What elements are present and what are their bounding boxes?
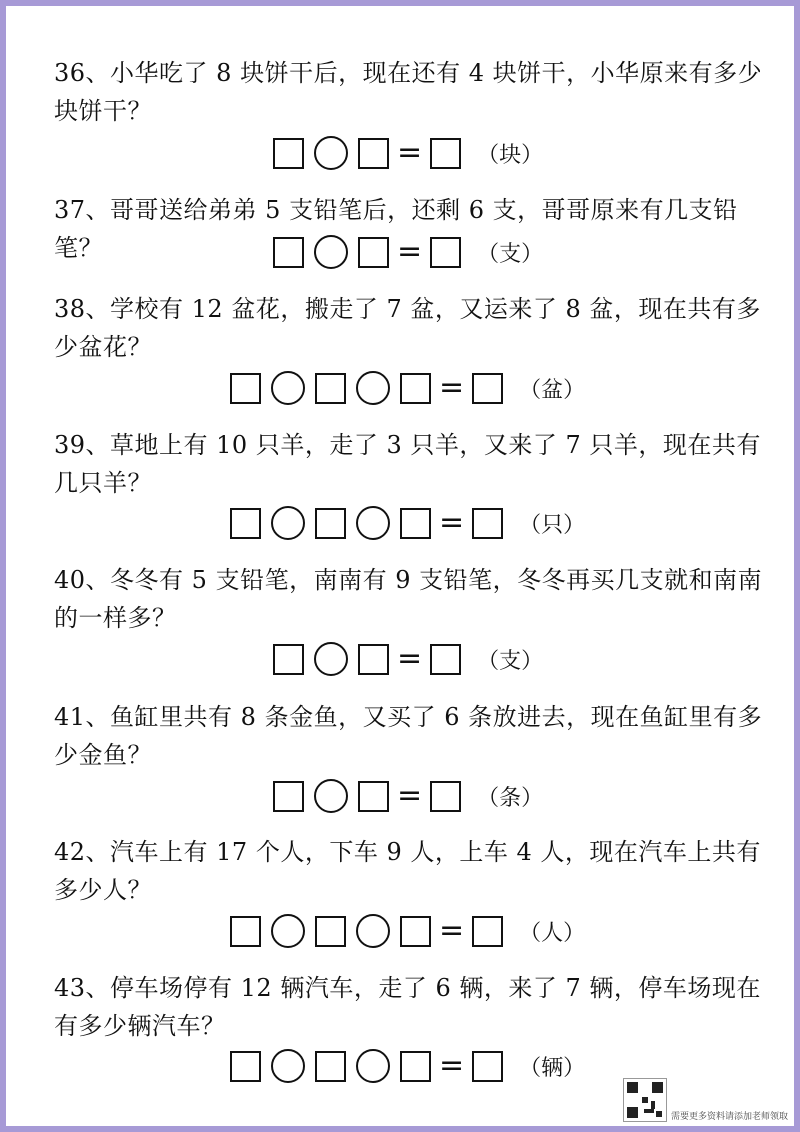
equation-row (230, 1046, 585, 1086)
equation-row (230, 503, 585, 543)
answer-box[interactable] (230, 373, 261, 404)
qr-code-icon[interactable] (623, 1078, 667, 1122)
answer-box[interactable] (315, 916, 346, 947)
equals-sign: = (397, 135, 423, 170)
answer-box[interactable] (430, 781, 461, 812)
problem-40 (54, 561, 764, 637)
answer-box[interactable] (430, 138, 461, 169)
equation-row (273, 232, 543, 272)
equals-sign: = (397, 778, 423, 813)
answer-box[interactable] (315, 1051, 346, 1082)
operator-circle[interactable] (314, 235, 348, 269)
answer-box[interactable] (230, 508, 261, 539)
equals-sign: = (439, 913, 465, 948)
question-text: 38、学校有 12 盆花，搬走了 7 盆，又运来了 8 盆，现在共有多少盆花？ (54, 295, 761, 361)
answer-box[interactable] (472, 508, 503, 539)
unit-label: （支） (477, 241, 544, 267)
answer-box[interactable] (472, 373, 503, 404)
answer-box[interactable] (400, 508, 431, 539)
equals-sign: = (439, 1048, 465, 1083)
equation-row (230, 911, 585, 951)
question-text: 39、草地上有 10 只羊，走了 3 只羊，又来了 7 只羊，现在共有几只羊？ (54, 431, 761, 497)
equals-sign: = (439, 505, 465, 540)
problem-41 (54, 698, 764, 774)
answer-box[interactable] (315, 508, 346, 539)
answer-box[interactable] (230, 916, 261, 947)
unit-label: （辆） (519, 1055, 586, 1081)
answer-box[interactable] (358, 237, 389, 268)
answer-box[interactable] (430, 644, 461, 675)
problem-39 (54, 426, 764, 502)
answer-box[interactable] (358, 781, 389, 812)
operator-circle[interactable] (314, 779, 348, 813)
operator-circle[interactable] (356, 371, 390, 405)
answer-box[interactable] (430, 237, 461, 268)
operator-circle[interactable] (314, 642, 348, 676)
operator-circle[interactable] (271, 914, 305, 948)
question-text: 43、停车场停有 12 辆汽车，走了 6 辆，来了 7 辆，停车场现在有多少辆汽车？ (54, 974, 761, 1040)
answer-box[interactable] (358, 138, 389, 169)
operator-circle[interactable] (356, 914, 390, 948)
answer-box[interactable] (273, 781, 304, 812)
footer-watermark (623, 1078, 788, 1122)
equation-row (273, 133, 543, 173)
problem-42 (54, 833, 764, 909)
operator-circle[interactable] (314, 136, 348, 170)
question-text: 40、冬冬有 5 支铅笔，南南有 9 支铅笔，冬冬再买几支就和南南的一样多？ (54, 566, 763, 632)
operator-circle[interactable] (271, 371, 305, 405)
equation-row (273, 639, 543, 679)
answer-box[interactable] (273, 138, 304, 169)
footer-text: 需要更多资料请添加老师领取 (670, 1112, 788, 1122)
unit-label: （块） (477, 142, 544, 168)
problem-38 (54, 290, 764, 366)
question-text: 36、小华吃了 8 块饼干后，现在还有 4 块饼干，小华原来有多少块饼干？ (54, 59, 763, 125)
operator-circle[interactable] (356, 1049, 390, 1083)
problem-43 (54, 969, 764, 1045)
question-text: 41、鱼缸里共有 8 条金鱼，又买了 6 条放进去，现在鱼缸里有多少金鱼？ (54, 703, 763, 769)
answer-box[interactable] (358, 644, 389, 675)
unit-label: （盆） (519, 377, 586, 403)
equals-sign: = (439, 370, 465, 405)
answer-box[interactable] (273, 237, 304, 268)
operator-circle[interactable] (271, 1049, 305, 1083)
answer-box[interactable] (400, 916, 431, 947)
equals-sign: = (397, 234, 423, 269)
worksheet-page (6, 6, 794, 1126)
unit-label: （支） (477, 648, 544, 674)
equation-row (273, 776, 543, 816)
answer-box[interactable] (230, 1051, 261, 1082)
answer-box[interactable] (472, 1051, 503, 1082)
unit-label: （只） (519, 512, 586, 538)
unit-label: （条） (477, 785, 544, 811)
answer-box[interactable] (472, 916, 503, 947)
operator-circle[interactable] (356, 506, 390, 540)
operator-circle[interactable] (271, 506, 305, 540)
answer-box[interactable] (400, 373, 431, 404)
equation-row (230, 368, 585, 408)
question-text: 37、哥哥送给弟弟 5 支铅笔后，还剩 6 支，哥哥原来有几支铅笔？ (54, 196, 738, 262)
equals-sign: = (397, 641, 423, 676)
answer-box[interactable] (400, 1051, 431, 1082)
answer-box[interactable] (315, 373, 346, 404)
answer-box[interactable] (273, 644, 304, 675)
unit-label: （人） (519, 920, 586, 946)
question-text: 42、汽车上有 17 个人，下车 9 人，上车 4 人，现在汽车上共有多少人？ (54, 838, 761, 904)
problem-36 (54, 54, 764, 130)
